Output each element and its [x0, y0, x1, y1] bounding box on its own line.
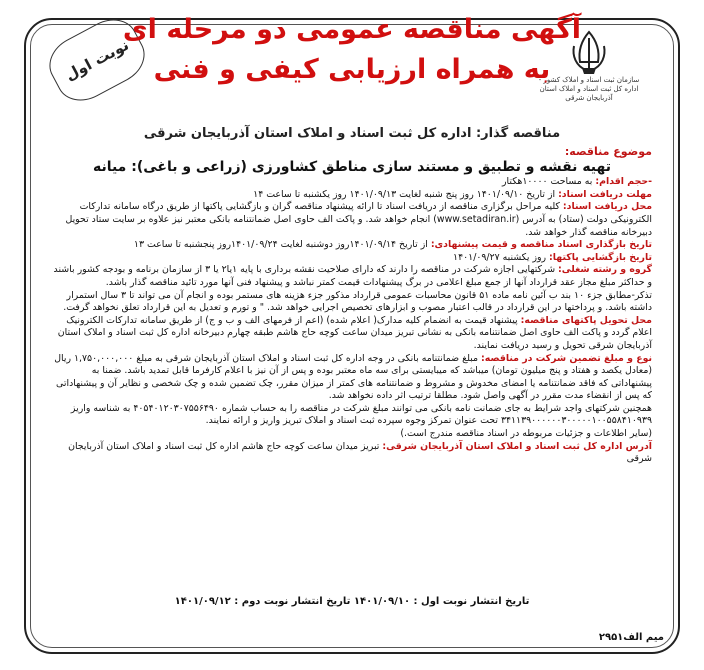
round-badge: نوبت اول	[40, 10, 153, 111]
item-document-deadline	[52, 189, 652, 202]
publication-dates: تاریخ انتشار نوبت اول : ۱۴۰۱/۰۹/۱۰ تاریخ انتشار نوبت دوم : ۱۴۰۱/۰۹/۱۲	[174, 596, 530, 607]
notice-body	[52, 146, 652, 466]
tender-subject: تهیه نقشه و تطبیق و مستند سازی مناطق کشاورزی (زراعی و باغی): میانه	[92, 158, 612, 175]
item-label: محل دریافت اسناد:	[562, 201, 652, 213]
item-label: مهلت دریافت اسناد:	[558, 188, 652, 200]
item-text: همچنین شرکتهای واجد شرایط به جای ضمانت نامه بانکی می توانند مبلغ شرکت در مناقصه را به حساب شماره ۴۰۵۴۰۱۲۰۳۰۷۵۵۶۴۹۰ به شناسه واریز ۳۴۱۱۳۹۰۰۰۰۰۰۳۰۰۰۰۰۱۰۰۵۵۸۴۱۰۹۳۹ تحت عنوان تمرکز وجوه سپرده ثبت اسناد و املاک تبریز واریز و ارائه نمایند.	[70, 402, 652, 427]
item-text: تبریز میدان ساعت کوچه حاج هاشم اداره کل ثبت اسناد و املاک استان آذربایجان شرقی	[68, 440, 652, 465]
item-delivery-location	[52, 315, 652, 353]
notice-title-line2: به همراه ارزیابی کیفی و فنی	[153, 54, 551, 85]
item-opening-date	[52, 252, 652, 265]
item-text: از تاریخ ۱۴۰۱/۰۹/۱۴روز دوشنبه لغایت ۱۴۰۱/۰۹/۲۴روز پنجشنبه تا ساعت ۱۳	[133, 239, 431, 251]
item-text: روز یکشنبه ۱۴۰۱/۰۹/۲۷	[453, 251, 550, 263]
tender-organizer: مناقصه گذار: اداره کل ثبت اسناد و املاک استان آذربایجان شرقی	[143, 126, 561, 141]
item-text: از تاریخ ۱۴۰۱/۰۹/۱۰ روز پنج شنبه لغایت ۱۴۰۱/۰۹/۱۳ روز یکشنبه تا ساعت ۱۴	[253, 188, 559, 200]
item-label: محل تحویل پاکتهای مناقصه:	[520, 314, 652, 326]
item-address	[52, 441, 652, 466]
item-text: پیشنهاد قیمت به انضمام کلیه مدارک( اعلام شده) (اعم از فرمهای الف و ب و ج) از طریق سامانه تدارکات الکترونیک اعلام گردد و پاکت الف حاوی اصل ضمانتنامه بانکی به نشانی تبریز میدان ساعت کوچه حاج هاشم طبقه چهارم دبیرخانه اداره کل ثبت اسناد و املاک استان آذربایجان شرقی تحویل و رسید دریافت نمایند.	[57, 314, 652, 351]
item-text: تذکر-مطابق جزء ۱۰ بند ب آئین نامه ماده ۵۱ قانون محاسبات عمومی قرارداد مذکور جزء هزینه های مستمر بوده و انجام آن می تواند تا ۳ سال استمرار داشته باشد. و پرداختها در این قرارداد در قالب اعتبار مصوب و ابزارهای تخصیص اجرایی خواهد شد. " و تورم و تعدیل به این قرارداد تعلق نخواهد گرفت.	[63, 289, 652, 314]
item-other-info	[52, 428, 652, 441]
item-label: آدرس اداره کل ثبت اسناد و املاک استان آذربایجان شرقی:	[382, 440, 652, 452]
item-text: کلیه مراحل برگزاری مناقصه از دریافت اسناد تا ارائه پیشنهاد مناقصه گران و بازگشایی پاکتها از طریق درگاه سامانه تدارکات الکترونیکی دولت (ستاد) به آدرس (www.setadiran.ir) انجام خواهد شد. و پاکت الف حاوی اصل ضمانتنامه بانکی معتبر نیز علاوه بر سایت ستاد تحویل دبیرخانه مناقصه گذار خواهد شد.	[65, 201, 652, 238]
notice-title-line1: آگهی مناقصه عمومی دو مرحله ای	[122, 14, 582, 45]
item-label: تاریخ بازگشایی پاکتها:	[549, 251, 652, 263]
item-guarantee	[52, 353, 652, 403]
item-deposit-account	[52, 403, 652, 428]
item-label: -حجم اقدام:	[595, 176, 652, 188]
item-eligibility	[52, 264, 652, 289]
item-label: گروه و رشته شغلی:	[558, 264, 652, 276]
item-document-location	[52, 201, 652, 239]
item-text: شرکتهایی اجازه شرکت در مناقصه را دارند که دارای صلاحیت نقشه برداری با پایه ۱یا۲ یا ۳ از سازمان برنامه و بودجه کشور باشند و حداکثر مبلغ مجاز عقد قرارداد آنها از جمع مبلغ اعلامی در برگ پیشنهادات قیمت کمتر نباشد و پیشنهاد فنی آنها مورد تائید مناقصه گذار باشد.	[53, 264, 652, 288]
item-label: تاریخ بازگذاری اسناد مناقصه و قیمت پیشنهادی:	[430, 239, 652, 251]
organization-name: سازمان ثبت اسناد و املاک کشور - اداره کل ثبت اسناد و املاک استان آذربایجان شرقی	[538, 76, 640, 102]
item-note	[52, 290, 652, 315]
item-upload-date	[52, 239, 652, 252]
item-text: به مساحت ۱۰۰۰۰هکتار	[502, 176, 596, 188]
item-text: مبلغ ضمانتنامه بانکی در وجه اداره کل ثبت اسناد و املاک استان آذربایجان شرقی به مبلغ ۱,۷۵۰,۰۰۰,۰۰۰ ریال (معادل یکصد و هفتاد و پنج میلیون تومان) میباشد که میبایستی برای سه ماه معتبر بوده و پس از آن نیز با اعلام کارفرما قابل تمدید باشد. ضمنا به پیشنهاداتی که فاقد ضمانتنامه یا امضای مخدوش و مشروط و ضمانتنامه های کمتر از میزان مقرر، چک تضمین شده و چک شخصی و نظایر آن و پیشنهاداتی که پس از انقضاء مدت مقرر در آگهی واصل شود. مطلقا ترتیب اثر داده نخواهد شد.	[54, 352, 652, 402]
item-text: (سایر اطلاعات و جزئیات مربوطه در اسناد مناقصه مندرج است.)	[400, 428, 652, 440]
item-scope	[52, 176, 652, 189]
subject-label: موضوع مناقصه:	[564, 145, 652, 158]
ad-code: میم الف۲۹۵۱	[598, 632, 664, 643]
item-label: نوع و مبلغ تضمین شرکت در مناقصه:	[481, 352, 652, 364]
